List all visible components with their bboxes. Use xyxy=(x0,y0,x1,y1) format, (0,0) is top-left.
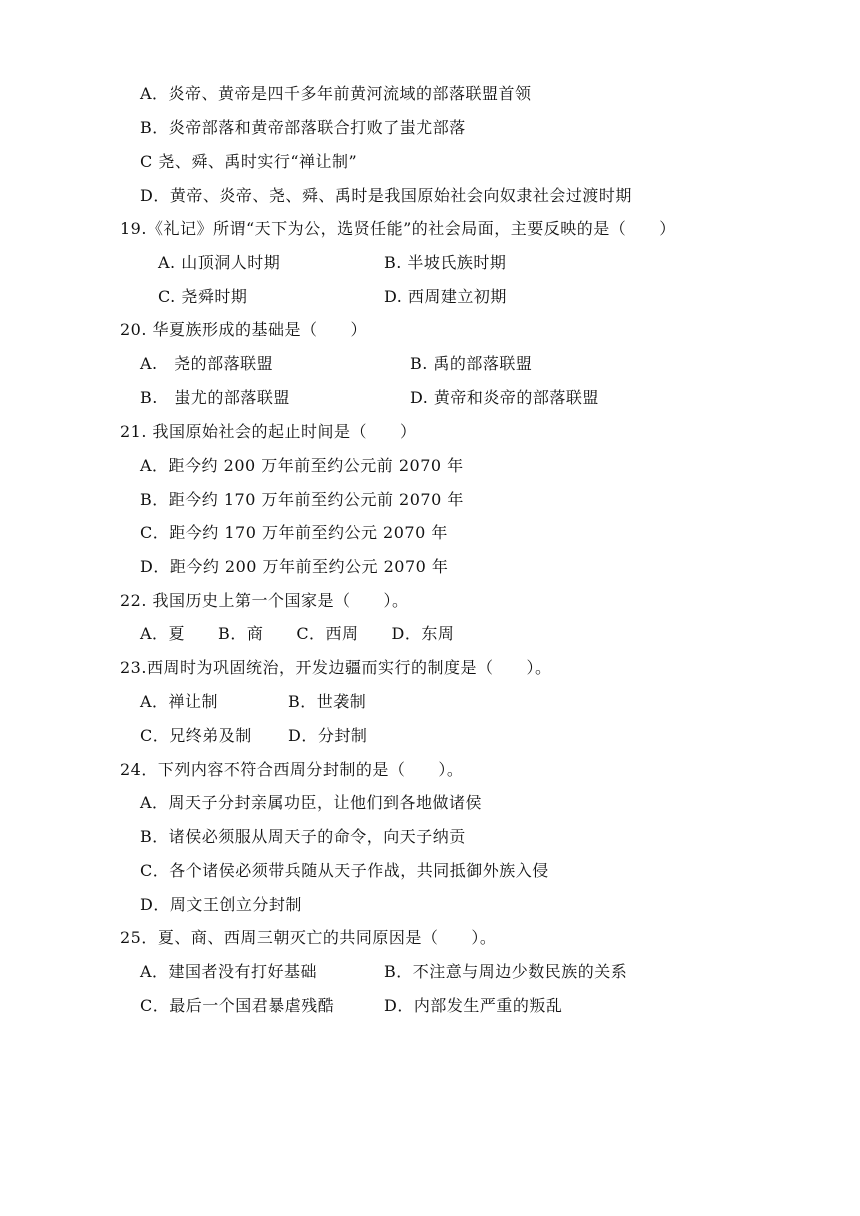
q25-option-b: B．不注意与周边少数民族的关系 xyxy=(384,962,628,981)
q19-option-c: C. 尧舜时期 xyxy=(158,287,248,306)
q20-stem: 20. 华夏族形成的基础是（ ） xyxy=(120,320,368,339)
q21-stem: 21. 我国原始社会的起止时间是（ ） xyxy=(120,422,417,441)
q19-option-a: A. 山顶洞人时期 xyxy=(158,253,281,272)
q19-stem: 19.《礼记》所谓“天下为公，选贤任能”的社会局面，主要反映的是（ ） xyxy=(120,219,676,238)
q20-option-b: B. 禹的部落联盟 xyxy=(410,354,533,373)
q23-option-d: D．分封制 xyxy=(288,726,368,745)
q20-option-a: A. 尧的部落联盟 xyxy=(140,354,274,373)
q21-option-d: D．距今约 200 万年前至约公元 2070 年 xyxy=(140,557,449,576)
q25-option-c: C．最后一个国君暴虐残酷 xyxy=(140,996,335,1015)
q23-option-c: C．兄终弟及制 xyxy=(140,726,252,745)
q18-option-c: C 尧、舜、禹时实行“禅让制” xyxy=(140,152,358,171)
q23-option-a: A．禅让制 xyxy=(140,692,219,711)
q24-option-b: B．诸侯必须服从周天子的命令，向天子纳贡 xyxy=(140,827,466,846)
q18-option-a: A．炎帝、黄帝是四千多年前黄河流域的部落联盟首领 xyxy=(140,84,532,103)
q20-option-c: B. 蚩尤的部落联盟 xyxy=(140,388,290,407)
q22-options: A．夏 B．商 C．西周 D．东周 xyxy=(140,624,455,643)
q21-option-c: C．距今约 170 万年前至约公元 2070 年 xyxy=(140,523,448,542)
q23-option-b: B．世袭制 xyxy=(288,692,367,711)
q24-option-c: C．各个诸侯必须带兵随从天子作战，共同抵御外族入侵 xyxy=(140,861,549,880)
q25-option-a: A．建国者没有打好基础 xyxy=(140,962,318,981)
q21-option-a: A．距今约 200 万年前至约公元前 2070 年 xyxy=(140,456,464,475)
q20-option-d: D. 黄帝和炎帝的部落联盟 xyxy=(410,388,599,407)
q19-option-b: B. 半坡氏族时期 xyxy=(384,253,507,272)
q24-option-d: D．周文王创立分封制 xyxy=(140,895,302,914)
q18-option-b: B．炎帝部落和黄帝部落联合打败了蚩尤部落 xyxy=(140,118,466,137)
q18-option-d: D．黄帝、炎帝、尧、舜、禹时是我国原始社会向奴隶社会过渡时期 xyxy=(140,186,632,205)
q22-stem: 22. 我国历史上第一个国家是（ ）。 xyxy=(120,591,409,610)
q25-stem: 25．夏、商、西周三朝灭亡的共同原因是（ ）。 xyxy=(120,928,497,947)
q21-option-b: B．距今约 170 万年前至约公元前 2070 年 xyxy=(140,490,464,509)
q24-option-a: A．周天子分封亲属功臣，让他们到各地做诸侯 xyxy=(140,793,483,812)
q19-option-d: D. 西周建立初期 xyxy=(384,287,507,306)
q24-stem: 24．下列内容不符合西周分封制的是（ ）。 xyxy=(120,760,464,779)
q25-option-d: D．内部发生严重的叛乱 xyxy=(384,996,563,1015)
q23-stem: 23.西周时为巩固统治，开发边疆而实行的制度是（ ）。 xyxy=(120,658,552,677)
